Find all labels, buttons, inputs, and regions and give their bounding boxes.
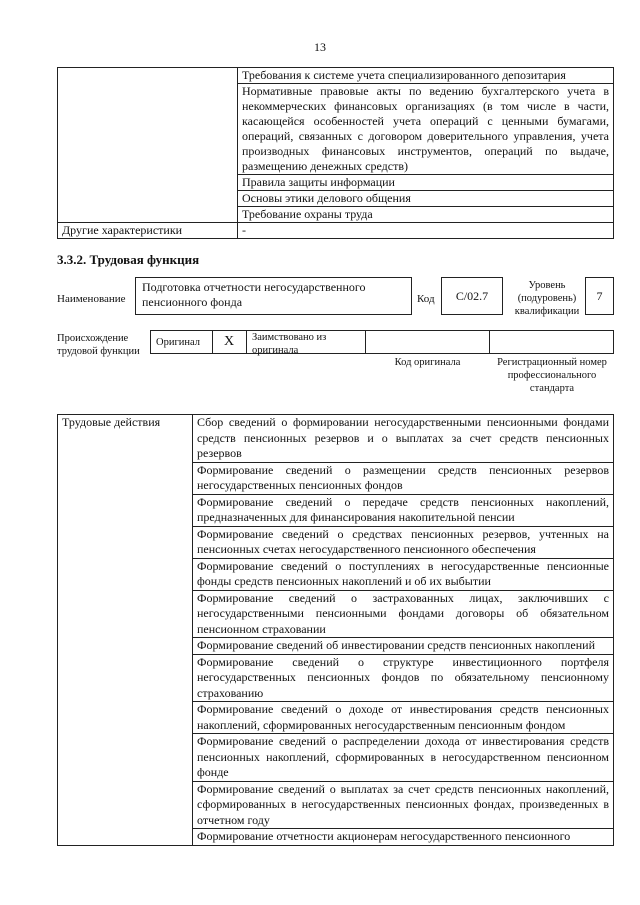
origin-label: Происхождение трудовой функции — [57, 333, 140, 357]
knowledge-table — [57, 67, 614, 239]
code-field: C/02.7 — [441, 277, 503, 315]
section-title: 3.3.2. Трудовая функция — [57, 252, 200, 267]
level-field: 7 — [585, 277, 614, 315]
labor-action-item: Формирование сведений о доходе от инвестирования средств пенсионных накоплений, сформированных негосударственным пенсионным фондом — [193, 702, 614, 734]
labor-actions-label: Трудовые действия — [58, 415, 193, 846]
knowledge-label-cell — [58, 68, 238, 223]
origin-divider — [365, 330, 366, 354]
page-number: 13 — [314, 40, 326, 54]
code-original-label: Код оригинала — [394, 357, 461, 368]
reg-number-label: Регистрационный номер профессионального стандарта — [497, 357, 607, 394]
knowledge-row: Нормативные правовые акты по ведению бухгалтерского учета в некоммерческих финансовых организациях (в том числе в части, касающейся особенностей учета операций с ценными бумагами, операций, связанных с договором доверительного управления, учета производных финансовых инструментов, операций по выдаче, размещению денежных средств) — [238, 84, 614, 175]
knowledge-row: Требования к системе учета специализированного депозитария — [238, 68, 614, 84]
function-name-field: Подготовка отчетности негосударственного пенсионного фонда — [135, 277, 412, 315]
knowledge-row: Правила защиты информации — [238, 175, 614, 191]
labor-action-item: Формирование сведений о застрахованных лицах, заключивших с негосударственными пенсионными фондами договоры об обязательном пенсионном страховании — [193, 590, 614, 638]
origin-divider — [246, 330, 247, 354]
labor-action-item: Формирование сведений о средствах пенсионных резервов, учтенных на пенсионных счетах негосударственного пенсионного обеспечения — [193, 526, 614, 558]
code-label: Код — [417, 293, 435, 305]
labor-actions-table — [57, 414, 614, 846]
labor-action-item: Формирование сведений о поступлениях в негосударственные пенсионные фонды средств пенсионных накоплений и об их выбытии — [193, 558, 614, 590]
labor-action-item: Сбор сведений о формировании негосударственными пенсионными фондами средств пенсионных резервов и о выплатах за счет средств пенсионных резервов — [193, 415, 614, 463]
borrowed-label: Заимствовано из оригинала — [252, 332, 327, 356]
labor-action-item: Формирование сведений о структуре инвестиционного портфеля негосударственных пенсионных фондов по обязательному пенсионному страхованию — [193, 654, 614, 702]
knowledge-row: Требование охраны труда — [238, 207, 614, 223]
other-characteristics-value: - — [238, 223, 614, 239]
other-characteristics-label: Другие характеристики — [58, 223, 238, 239]
original-mark: X — [223, 334, 235, 349]
level-label: Уровень (подуровень) квалификации — [514, 280, 580, 317]
labor-action-item: Формирование сведений об инвестировании средств пенсионных накоплений — [193, 638, 614, 655]
knowledge-row: Основы этики делового общения — [238, 191, 614, 207]
labor-action-item: Формирование сведений о передаче средств пенсионных накоплений, предназначенных для финансирования накопительной пенсии — [193, 494, 614, 526]
labor-action-item: Формирование отчетности акционерам негосударственного пенсионного — [193, 829, 614, 846]
original-label: Оригинал — [156, 337, 200, 348]
name-label: Наименование — [57, 293, 126, 305]
labor-action-item: Формирование сведений о распределении дохода от инвестирования средств пенсионных накоплений, сформированных в негосударственном пенсионном фонде — [193, 734, 614, 782]
labor-action-item: Формирование сведений о размещении средств пенсионных резервов негосударственных пенсионных фондов — [193, 462, 614, 494]
labor-action-item: Формирование сведений о выплатах за счет средств пенсионных накоплений, сформированных в негосударственных пенсионных фондах, произведенных в отчетном году — [193, 781, 614, 829]
origin-divider — [489, 330, 490, 354]
